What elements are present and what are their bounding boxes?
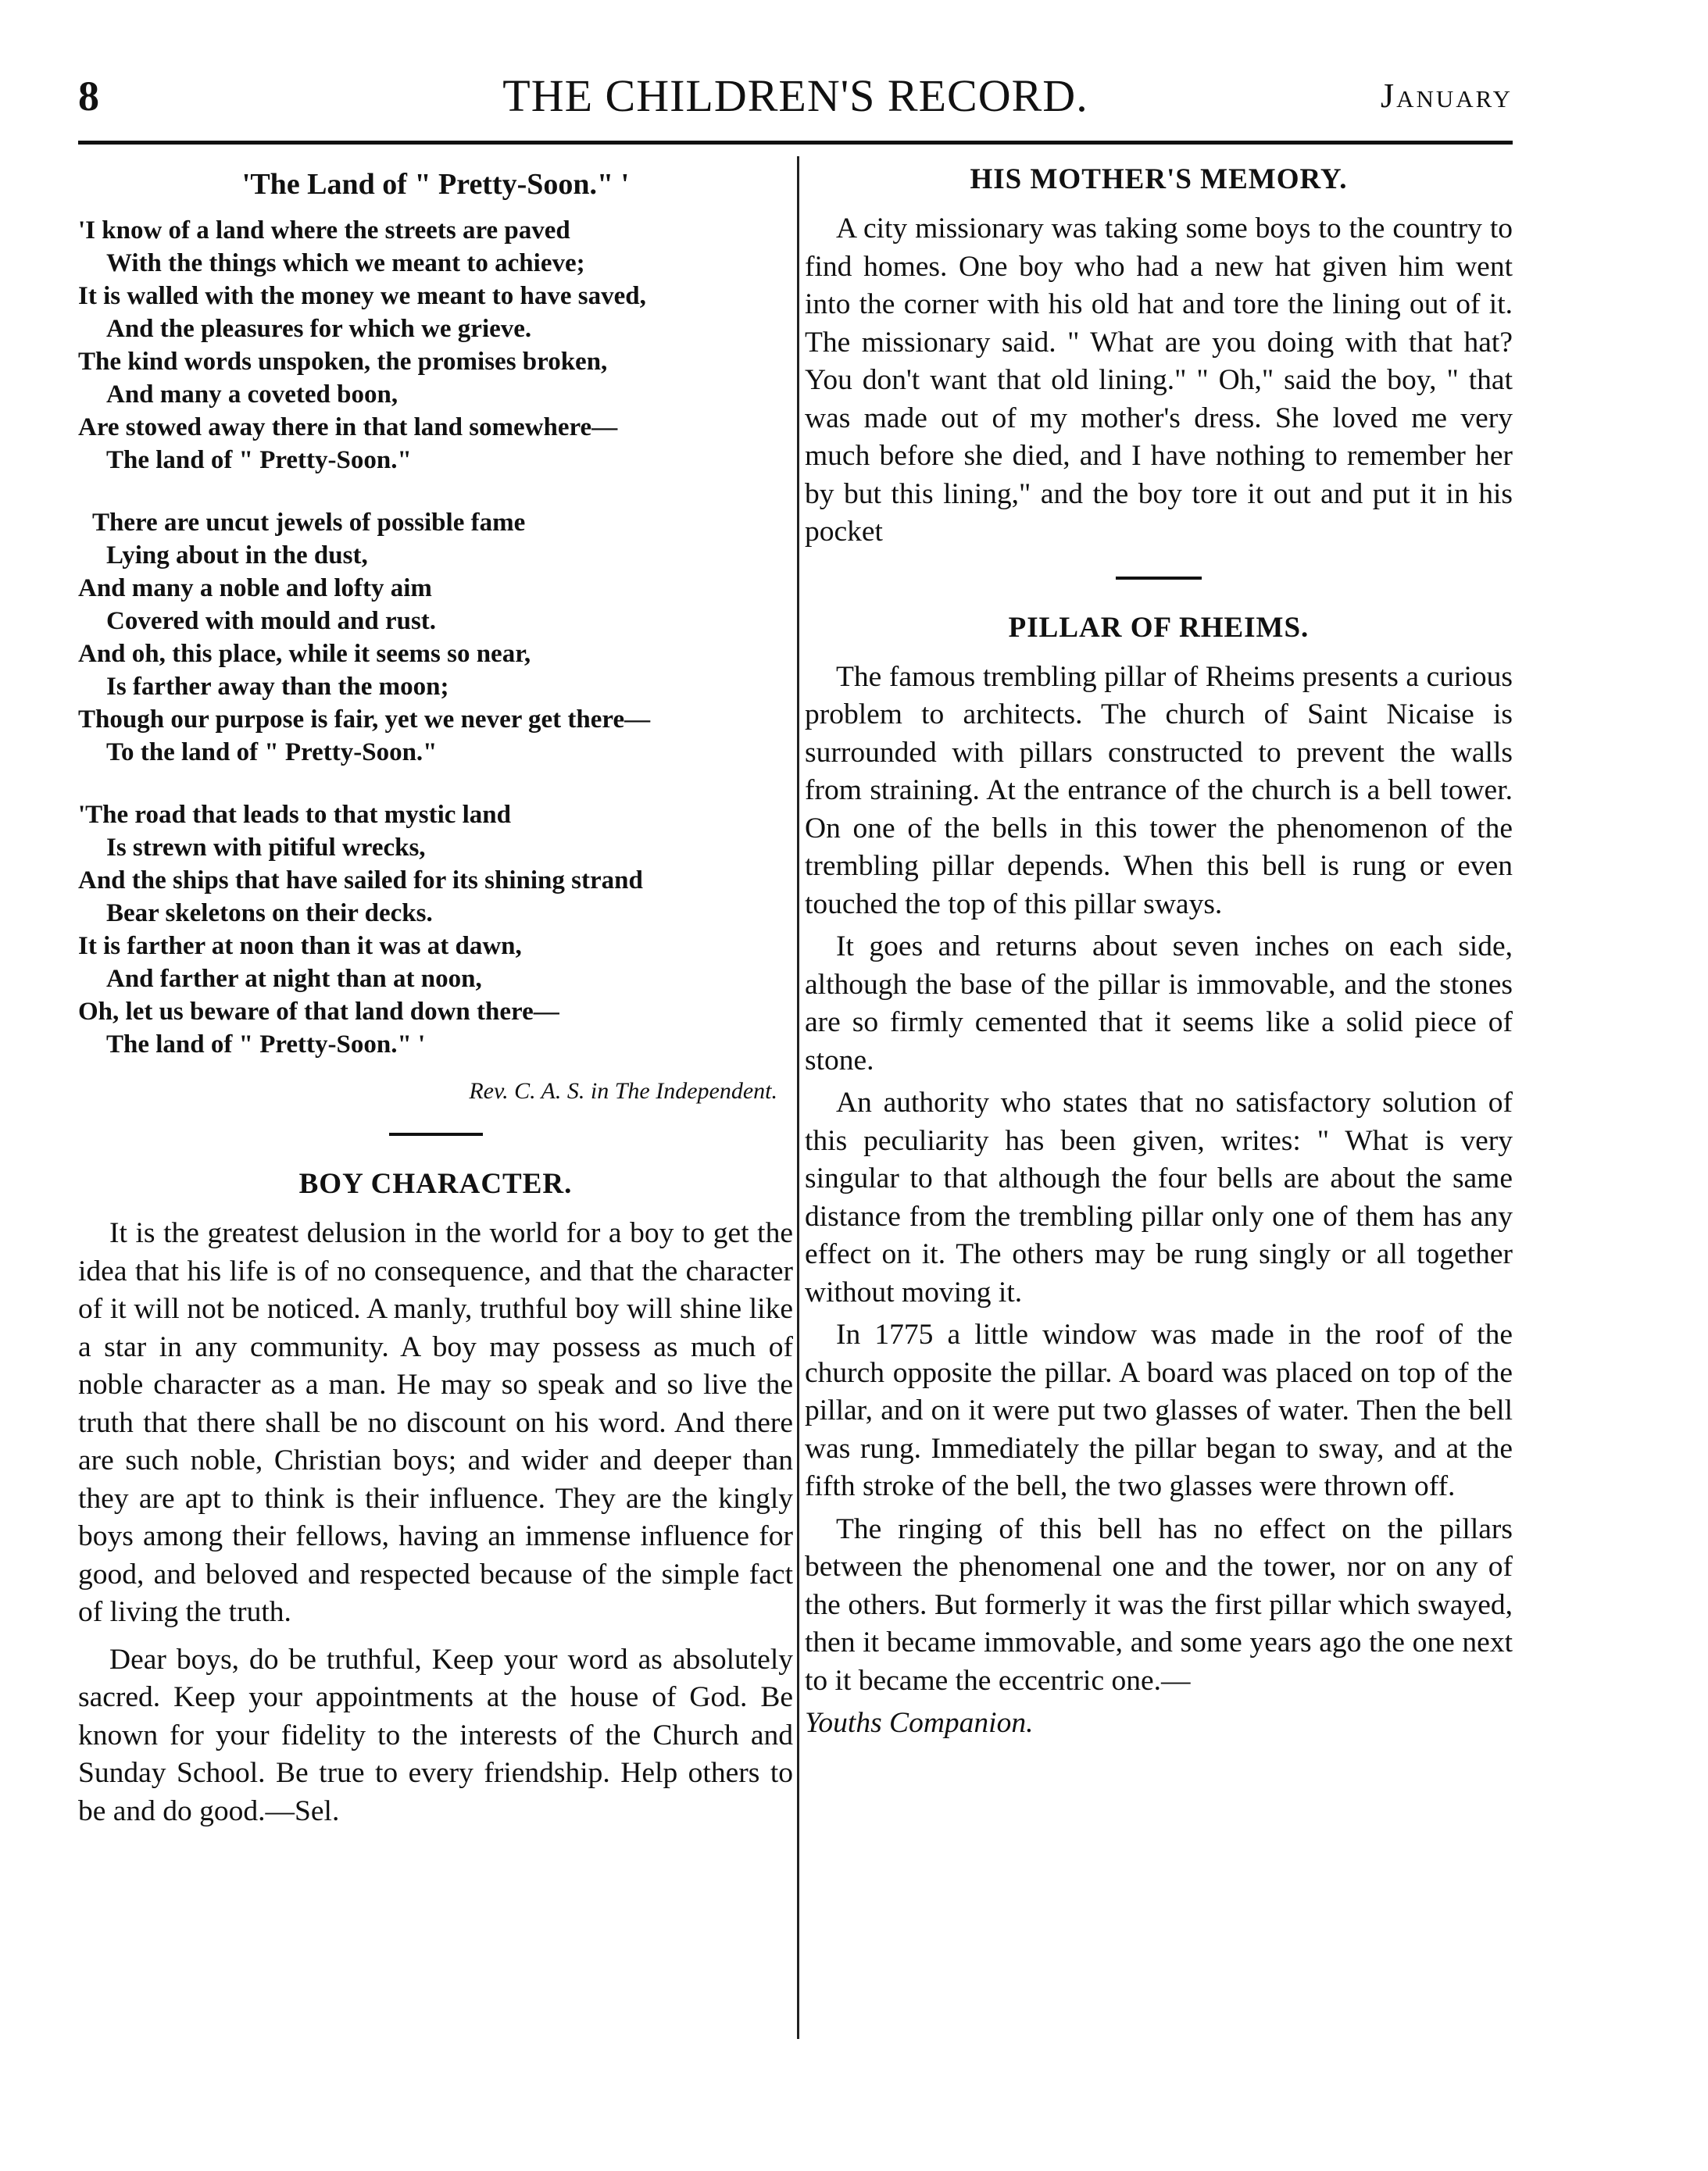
mothers-memory-paragraph: A city missionary was taking some boys to the country to find homes. One boy who had a new hat given him went into the corner with his old hat and tore the lining out of it. The missionary said. " What are you doing with that hat? You don't want that old lining." " Oh," said the boy, " that was made out of my mother's dress. She loved me very much before she died, and I have nothing to remember her by but this lining," and the boy tore it out and put it in his pocket xyxy=(805,212,1513,548)
poem-line: The land of " Pretty-Soon." ' xyxy=(106,1030,426,1059)
poem-stanza xyxy=(78,506,793,769)
pillar-paragraph: The ringing of this bell has no effect on the pillars between the phenomenal one and the tower, nor on any of the others. But formerly it was the first pillar which swayed, then it became immovable, and some years ago the one next to it became the eccentric one.— xyxy=(805,1512,1513,1697)
poem-line: Though our purpose is fair, yet we never get there— xyxy=(78,705,651,734)
poem-line: And oh, this place, while it seems so near, xyxy=(78,640,531,668)
poem-line: It is walled with the money we meant to have saved, xyxy=(78,282,646,310)
boy-character-paragraph: It is the greatest delusion in the world for a boy to get the idea that his life is of no consequence, and that the character of it will not be noticed. A manly, truthful boy will shine like a star in any community. A boy may possess as much of noble character as a man. He may so speak and so live the truth that there shall be no discount on his word. And there are such noble, Christian boys; and wider and deeper than they are apt to think is their influence. They are the kingly boys among their fellows, having an immense influence for good, and beloved and respected because of the simple fact of living the truth. xyxy=(78,1217,793,1628)
poem-line: 'The road that leads to that mystic land xyxy=(78,801,512,829)
poem-line: And the pleasures for which we grieve. xyxy=(106,315,532,343)
pillar-of-rheims-heading: PILLAR OF RHEIMS. xyxy=(1008,611,1310,644)
right-column xyxy=(805,156,1513,1742)
left-column xyxy=(78,156,793,1840)
boy-character-paragraph: Dear boys, do be truthful, Keep your word as absolutely sacred. Keep your appointments at the house of God. Be known for your fidelity to the interests of the Church and Sunday School. Be true to every friendship. Help others to be and do good.—Sel. xyxy=(78,1643,793,1827)
section-divider xyxy=(389,1133,483,1136)
pillar-paragraph: In 1775 a little window was made in the roof of the church opposite the pillar. A board was placed on top of the pillar, and on it were put two glasses of water. Then the bell was rung. Immediately the pillar began to sway, and at the fifth stroke of the bell, the two glasses were thrown off. xyxy=(805,1319,1513,1502)
journal-title: THE CHILDREN'S RECORD. xyxy=(502,70,1088,121)
poem-line: And many a coveted boon, xyxy=(106,380,398,409)
poem-line: And many a noble and lofty aim xyxy=(78,574,432,602)
page-header xyxy=(78,69,1513,123)
poem-line: Oh, let us beware of that land down there— xyxy=(78,998,559,1026)
pillar-paragraph: The famous trembling pillar of Rheims presents a curious problem to architects. The church of Saint Nicaise is surrounded with pillars constructed to prevent the walls from straining. At the entrance of the church is a bell tower. On one of the bells in this tower the phenomenon of the trembling pillar depends. When this bell is rung or even touched the top of this pillar sways. xyxy=(805,660,1513,920)
poem-line: The kind words unspoken, the promises broken, xyxy=(78,348,608,376)
pillar-paragraph: It goes and returns about seven inches on each side, although the base of the pillar is immovable, and the stones are so firmly cemented that it seems like a solid piece of stone. xyxy=(805,930,1513,1077)
poem-line: Is farther away than the moon; xyxy=(106,673,449,701)
poem-line: There are uncut jewels of possible fame xyxy=(92,509,526,537)
poem-attribution: Rev. C. A. S. in The Independent. xyxy=(469,1078,777,1104)
poem-line: With the things which we meant to achieve; xyxy=(106,249,585,277)
poem-line: To the land of " Pretty-Soon." xyxy=(106,738,438,766)
pillar-source: Youths Companion. xyxy=(805,1707,1034,1739)
poem-line: Are stowed away there in that land somewhere— xyxy=(78,413,618,441)
poem-stanza xyxy=(78,214,793,477)
poem-line: Lying about in the dust, xyxy=(106,541,368,570)
poem-line: And the ships that have sailed for its shining strand xyxy=(78,866,643,894)
pillar-paragraph: An authority who states that no satisfactory solution of this peculiarity has been given, writes: " What is very singular to that although the four bells are about the same distance from the trembling pillar only one of them has any effect on it. The others may be rung singly or all together without moving it. xyxy=(805,1087,1513,1309)
poem-title: 'The Land of " Pretty-Soon." ' xyxy=(241,168,630,201)
poem-line: The land of " Pretty-Soon." xyxy=(106,446,412,474)
poem-line: It is farther at noon than it was at dawn, xyxy=(78,932,522,960)
boy-character-heading: BOY CHARACTER. xyxy=(298,1168,573,1200)
section-divider xyxy=(1116,577,1202,580)
header-rule xyxy=(78,141,1513,145)
poem-stanza xyxy=(78,798,793,1061)
poem-line: Bear skeletons on their decks. xyxy=(106,899,433,927)
poem-line: Is strewn with pitiful wrecks, xyxy=(106,834,426,862)
column-divider xyxy=(797,156,799,2039)
issue-month: January xyxy=(1380,77,1513,115)
poem-line: Covered with mould and rust. xyxy=(106,607,437,635)
page-number: 8 xyxy=(78,73,99,120)
poem-line: And farther at night than at noon, xyxy=(106,965,482,993)
mothers-memory-heading: HIS MOTHER'S MEMORY. xyxy=(970,163,1348,195)
poem-line: 'I know of a land where the streets are paved xyxy=(78,216,570,245)
